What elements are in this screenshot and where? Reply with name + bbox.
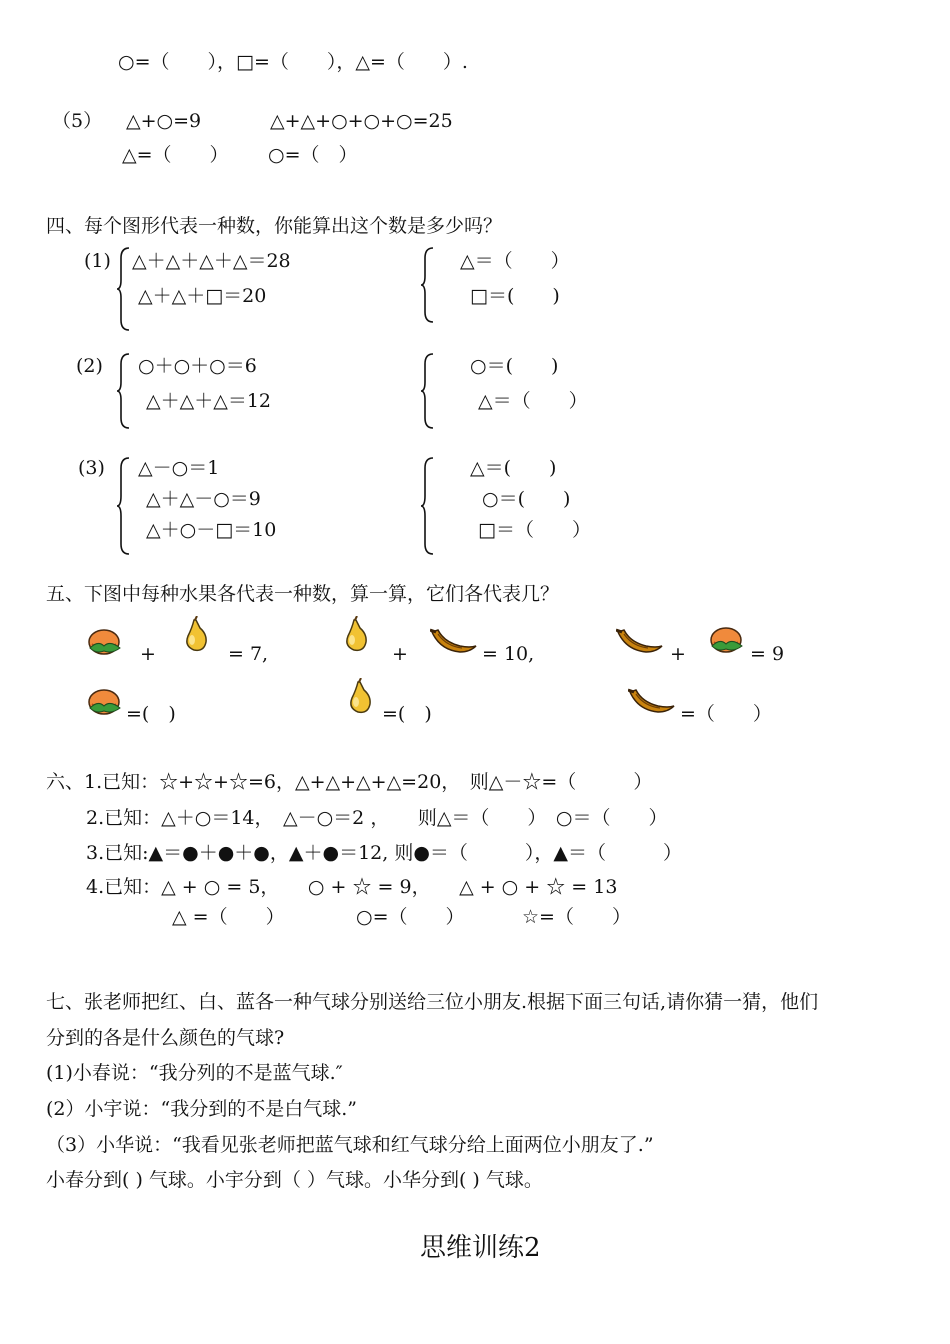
q5-answer-triangle: △=（ ）	[122, 144, 229, 166]
s4-p2-equation-2: △＋△＋△＝12	[146, 390, 272, 412]
section-7-line-1: 七、张老师把红、白、蓝各一种气球分别送给三位小朋友.根据下面三句话,请你猜一猜，他们	[46, 991, 819, 1013]
pear-icon	[180, 616, 212, 654]
section-5-title: 五、下图中每种水果各代表一种数，算一算，它们各代表几？	[46, 583, 560, 605]
section-6-line-1: 六、1.已知：☆+☆+☆=6，△+△+△+△=20， 则△－☆=（ ）	[46, 771, 653, 793]
s4-p3-answer-1: △＝( )	[470, 457, 557, 479]
s4-p1-label: (1)	[84, 250, 111, 272]
section-6-answer-triangle: △ =（ ）	[172, 906, 285, 928]
section-6-line-2: 2.已知：△＋○＝14， △－○＝2 ， 则△＝（ ） ○＝（ ）	[86, 807, 668, 829]
pear-answer: =( )	[382, 703, 432, 725]
banana-icon	[616, 626, 664, 656]
top-answer-line: ○=（ ），□=（ ），△=（ ）.	[118, 51, 468, 73]
s4-p1-answer-1: △＝（ ）	[460, 250, 570, 272]
s4-p2-answer-1: ○＝( )	[470, 355, 559, 377]
s4-p3-answer-3: □＝（ ）	[478, 519, 591, 541]
section-6-answer-star: ☆=（ ）	[522, 906, 631, 928]
section-6-line-4: 4.已知：△ + ○ = 5， ○ + ☆ = 9， △ + ○ + ☆ = 13	[86, 876, 618, 898]
q5-answer-circle: ○=（ ）	[268, 144, 358, 166]
left-brace	[116, 246, 132, 332]
fruit-eq3-result: = 9	[750, 643, 785, 665]
s4-p1-answer-2: □＝( )	[470, 285, 560, 307]
s4-p1-equation-1: △＋△＋△＋△＝28	[132, 250, 291, 272]
pear-icon	[340, 616, 372, 654]
section-6-answer-circle: ○=（ ）	[356, 906, 465, 928]
right-brace	[420, 352, 436, 430]
peach-answer: =( )	[126, 703, 176, 725]
s4-p3-equation-3: △＋○－□＝10	[146, 519, 277, 541]
plus-sign: +	[670, 643, 686, 665]
q5-label: （5）	[52, 110, 103, 132]
section-7-line-2: 分到的各是什么颜色的气球?	[46, 1027, 285, 1049]
fruit-eq1-result: = 7,	[228, 643, 269, 665]
page-title: 思维训练2	[420, 1233, 541, 1263]
section-4-title: 四、每个图形代表一种数，你能算出这个数是多少吗？	[46, 215, 503, 237]
pear-icon	[344, 678, 376, 716]
left-brace	[116, 352, 132, 430]
s4-p3-equation-2: △＋△－○＝9	[146, 488, 261, 510]
section-7-line-6: 小春分到( ) 气球。小宇分到（ ）气球。小华分到( ) 气球。	[46, 1169, 543, 1191]
section-7-line-3: (1)小春说：“我分列的不是蓝气球.″	[46, 1062, 343, 1084]
banana-answer: =（ ）	[680, 703, 772, 725]
right-brace	[420, 456, 436, 556]
section-7-line-5: （3）小华说：“我看见张老师把蓝气球和红气球分给上面两位小朋友了.”	[46, 1134, 654, 1156]
section-7-line-4: (2）小宇说：“我分到的不是白气球.”	[46, 1098, 357, 1120]
plus-sign: +	[140, 643, 156, 665]
s4-p1-equation-2: △＋△＋□＝20	[138, 285, 267, 307]
s4-p2-label: (2)	[76, 355, 103, 377]
fruit-eq2-result: = 10,	[482, 643, 535, 665]
banana-icon	[628, 686, 676, 716]
peach-icon	[86, 684, 124, 718]
plus-sign: +	[392, 643, 408, 665]
left-brace	[116, 456, 132, 556]
s4-p2-equation-1: ○＋○＋○＝6	[138, 355, 257, 377]
s4-p3-equation-1: △－○＝1	[138, 457, 220, 479]
peach-icon	[86, 624, 124, 658]
banana-icon	[430, 626, 478, 656]
section-6-line-3: 3.已知:▲＝●＋●＋●，▲＋●＝12, 则●＝（ ），▲＝（ ）	[86, 842, 683, 864]
right-brace	[420, 246, 436, 324]
q5-equation-2: △+△+○+○+○=25	[270, 110, 453, 132]
s4-p3-answer-2: ○＝( )	[482, 488, 571, 510]
peach-icon	[708, 622, 746, 656]
q5-equation-1: △+○=9	[126, 110, 202, 132]
s4-p3-label: (3)	[78, 457, 105, 479]
s4-p2-answer-2: △＝（ ）	[478, 390, 588, 412]
